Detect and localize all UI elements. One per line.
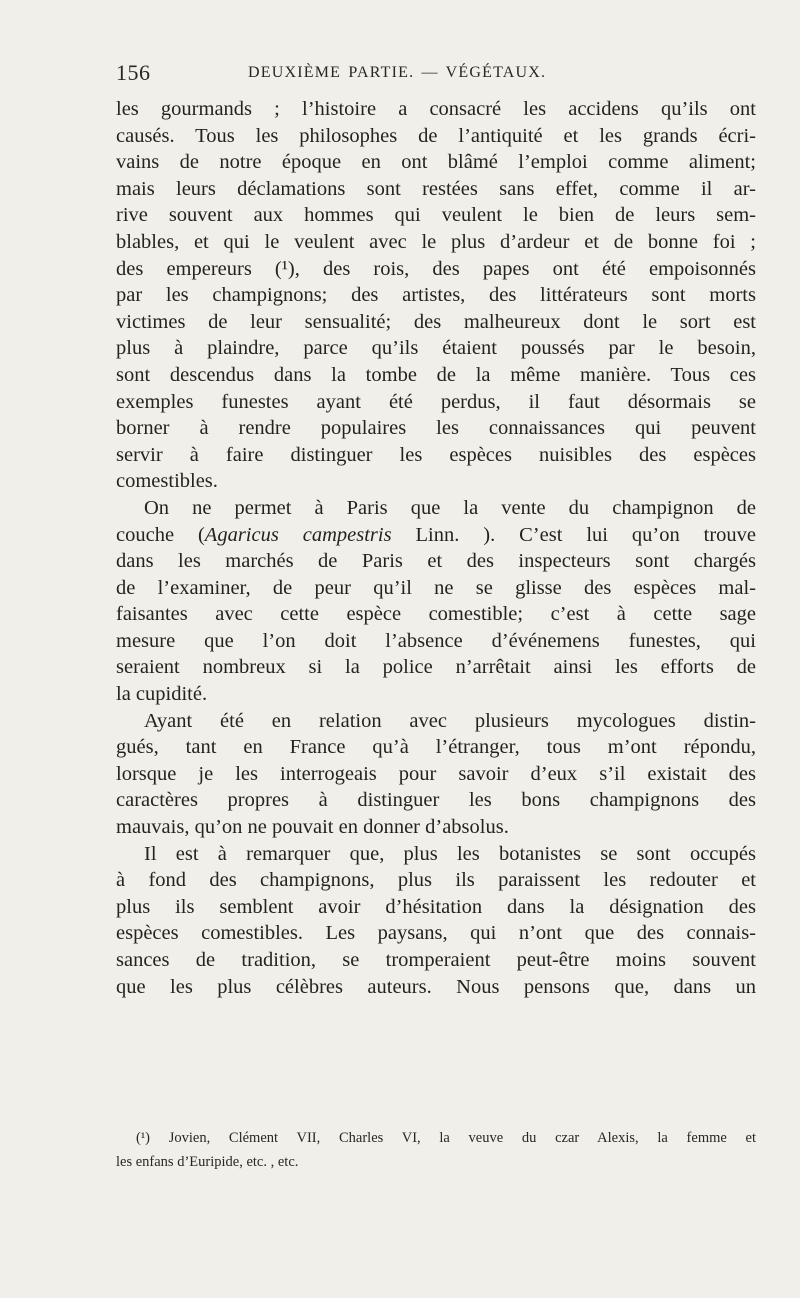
text-fragment: couche ( [116, 523, 205, 546]
body-text [116, 96, 756, 1000]
text-line: mais leurs déclamations sont restées sans effet, comme il ar- [116, 177, 756, 200]
text-line: que les plus célèbres auteurs. Nous pensons que, dans un [116, 975, 756, 998]
text-line: sances de tradition, se tromperaient peut-être moins souvent [116, 949, 756, 971]
page-number: 156 [116, 60, 151, 85]
text-line: seraient nombreux si la police n’arrêtait ainsi les efforts de [116, 656, 756, 679]
paragraph-2 [116, 495, 756, 708]
text-line: les gourmands ; l’histoire a consacré les accidens qu’ils ont [116, 98, 756, 120]
text-line: de l’examiner, de peur qu’il ne se glisse des espèces mal- [116, 576, 756, 599]
paragraph-1 [116, 96, 756, 495]
text-line-with-species [116, 522, 756, 549]
text-line: sont descendus dans la tombe de la même manière. Tous ces [116, 363, 756, 386]
text-line: caractères propres à distinguer les bons champignons des [116, 789, 756, 812]
paragraph-3 [116, 708, 756, 841]
species-name: Agaricus campestris [204, 523, 392, 546]
text-line: servir à faire distinguer les espèces nuisibles des espèces [116, 443, 756, 466]
text-line: causés. Tous les philosophes de l’antiquité et les grands écri- [116, 124, 756, 147]
text-line: blables, et qui le veulent avec le plus d’ardeur et de bonne foi ; [116, 230, 756, 253]
text-line: faisantes avec cette espèce comestible; c’est à cette sage [116, 603, 756, 626]
text-line: plus à plaindre, parce qu’ils étaient poussés par le besoin, [116, 337, 756, 360]
text-line: lorsque je les interrogeais pour savoir d’eux s’il existait des [116, 762, 756, 785]
text-line: exemples funestes ayant été perdus, il faut désormais se [116, 390, 756, 413]
text-line: espèces comestibles. Les paysans, qui n’ont que des connais- [116, 922, 756, 945]
text-line: Il est à remarquer que, plus les botanistes se sont occupés [144, 842, 756, 865]
text-line: rive souvent aux hommes qui veulent le bien de leurs sem- [116, 204, 756, 227]
text-line: plus ils semblent avoir d’hésitation dans la désignation des [116, 895, 756, 918]
page-header [116, 60, 686, 90]
footnote-line: (¹) Jovien, Clément VII, Charles VI, la veuve du czar Alexis, la femme et [136, 1130, 756, 1146]
text-line: des empereurs (¹), des rois, des papes ont été empoisonnés [116, 257, 756, 280]
text-line: la cupidité. [116, 683, 208, 706]
text-line: comestibles. [116, 470, 218, 493]
paragraph-4 [116, 841, 756, 1001]
text-line: Ayant été en relation avec plusieurs mycologues distin- [144, 709, 756, 732]
text-line: mauvais, qu’on ne pouvait en donner d’absolus. [116, 816, 509, 839]
text-fragment: Linn. ). C’est lui qu’on trouve [391, 523, 756, 546]
text-line: mesure que l’on doit l’absence d’événemens funestes, qui [116, 629, 756, 652]
footnote-line: les enfans d’Euripide, etc. , etc. [116, 1154, 299, 1170]
footnote [116, 1126, 756, 1174]
text-line: gués, tant en France qu’à l’étranger, tous m’ont répondu, [116, 736, 756, 759]
running-title: DEUXIÈME PARTIE. — VÉGÉTAUX. [248, 64, 547, 81]
text-line: borner à rendre populaires les connaissances qui peuvent [116, 417, 756, 440]
text-line: à fond des champignons, plus ils paraissent les redouter et [116, 869, 756, 892]
text-line: par les champignons; des artistes, des littérateurs sont morts [116, 284, 756, 307]
text-line: dans les marchés de Paris et des inspecteurs sont chargés [116, 550, 756, 573]
text-line: victimes de leur sensualité; des malheureux dont le sort est [116, 310, 756, 333]
text-line: On ne permet à Paris que la vente du champignon de [144, 496, 756, 519]
text-line: vains de notre époque en ont blâmé l’emploi comme aliment; [116, 151, 756, 174]
